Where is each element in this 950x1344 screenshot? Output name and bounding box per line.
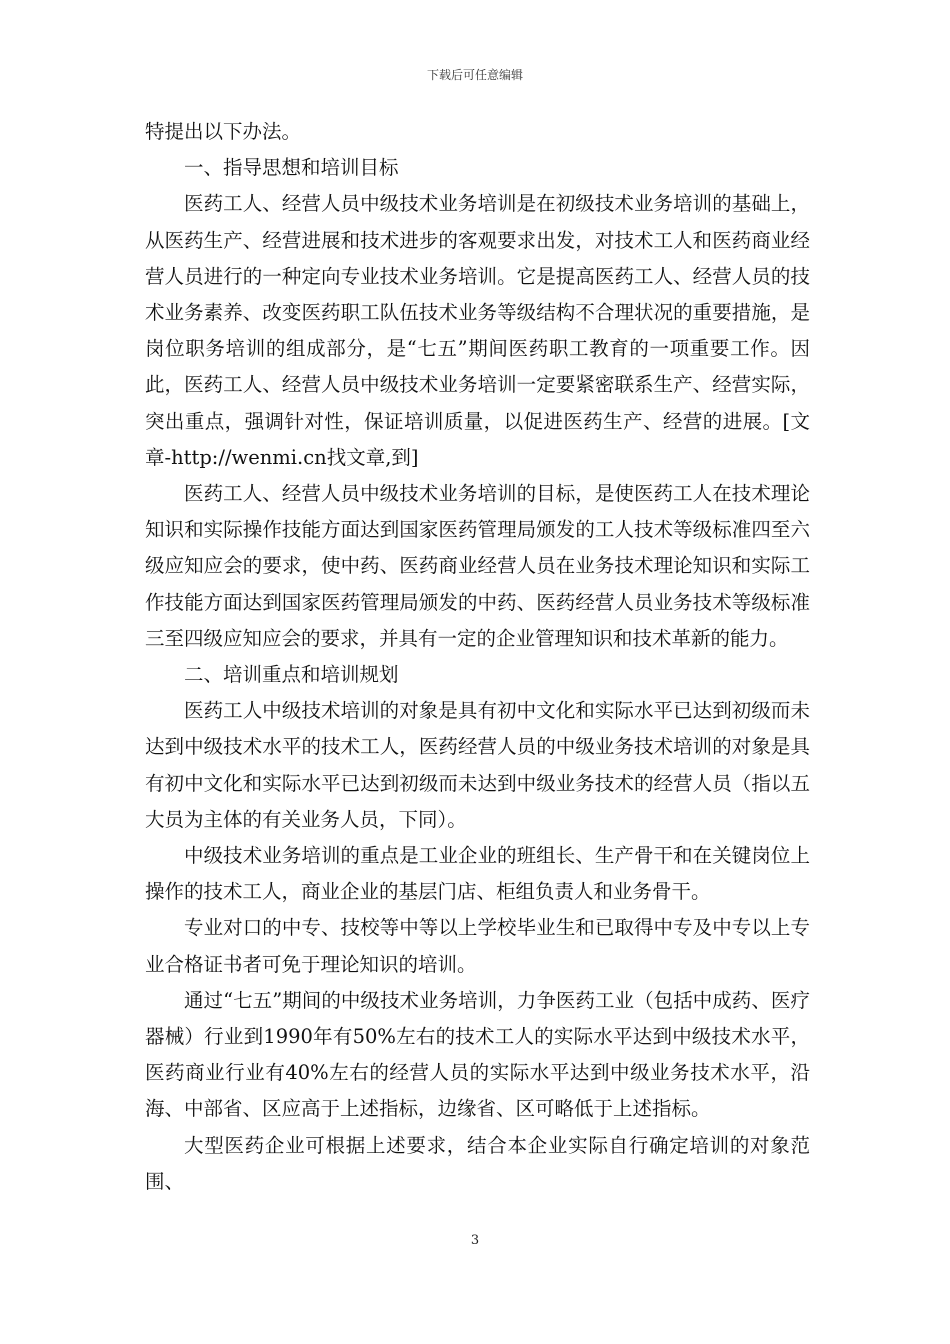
document-body	[145, 114, 810, 1200]
paragraph: 医药工人、经营人员中级技术业务培训是在初级技术业务培训的基础上，从医药生产、经营进展和技术进步的客观要求出发，对技术工人和医药商业经营人员进行的一种定向专业技术业务培训。它是提高医药工人、经营人员的技术业务素养、改变医药职工队伍技术业务等级结构不合理状况的重要措施，是岗位职务培训的组成部分，是“七五”期间医药职工教育的一项重要工作。因此，医药工人、经营人员中级技术业务培训一定要紧密联系生产、经营实际，突出重点，强调针对性，保证培训质量，以促进医药生产、经营的进展。[文章-http://wenmi.cn找文章,到]	[145, 192, 810, 469]
page-header: 下载后可任意编辑	[426, 68, 523, 82]
paragraph: 医药工人、经营人员中级技术业务培训的目标，是使医药工人在技术理论知识和实际操作技能方面达到国家医药管理局颁发的工人技术等级标准四至六级应知应会的要求，使中药、医药商业经营人员在业务技术理论知识和实际工作技能方面达到国家医药管理局颁发的中药、医药经营人员业务技术等级标准三至四级应知应会的要求，并具有一定的企业管理知识和技术革新的能力。	[145, 482, 810, 650]
paragraph: 特提出以下办法。	[145, 120, 302, 143]
paragraph: 中级技术业务培训的重点是工业企业的班组长、生产骨干和在关键岗位上操作的技术工人，商业企业的基层门店、柜组负责人和业务骨干。	[145, 844, 810, 904]
page-number: 3	[470, 1233, 480, 1248]
section-heading: 二、培训重点和培训规划	[184, 663, 399, 687]
paragraph: 通过“七五”期间的中级技术业务培训，力争医药工业（包括中成药、医疗器械）行业到1990年有50%左右的技术工人的实际水平达到中级技术水平，医药商业行业有40%左右的经营人员的实际水平达到中级业务技术水平，沿海、中部省、区应高于上述指标，边缘省、区可略低于上述指标。	[145, 988, 810, 1121]
section-heading: 一、指导思想和培训目标	[184, 156, 399, 180]
paragraph: 专业对口的中专、技校等中等以上学校毕业生和已取得中专及中专以上专业合格证书者可免于理论知识的培训。	[145, 916, 810, 976]
paragraph: 医药工人中级技术培训的对象是具有初中文化和实际水平已达到初级而未达到中级技术水平的技术工人，医药经营人员的中级业务技术培训的对象是具有初中文化和实际水平已达到初级而未达到中级业务技术的经营人员（指以五大员为主体的有关业务人员，下同）。	[145, 699, 810, 831]
paragraph: 大型医药企业可根据上述要求，结合本企业实际自行确定培训的对象范围、	[145, 1133, 810, 1193]
